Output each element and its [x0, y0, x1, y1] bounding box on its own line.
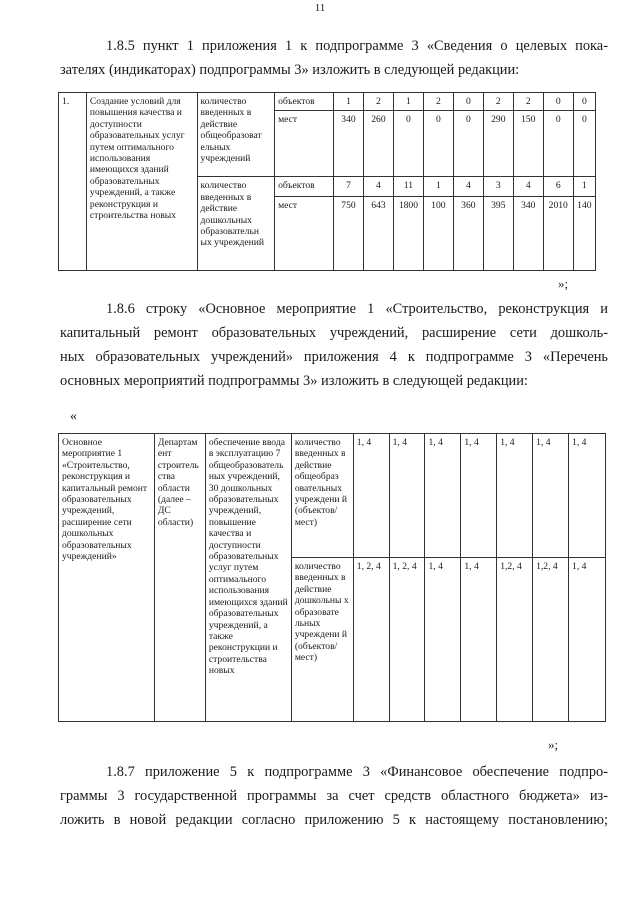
value-cell: 750: [333, 197, 363, 271]
indicator-cell: количество введенных в действие дошкольных образовательн ых учреждений: [197, 177, 275, 271]
description-cell: Создание условий для повышения качества и доступности образовательных услуг путем оптимального использования имеющихся зданий образовательных учреждений, а также реконструкция и строительства новых: [86, 93, 197, 271]
result-cell: обеспечение ввода в эксплуатацию 7 общеобразователь ных учреждений, 30 дошкольных образовательных учреждений, повышение качества и доступности образовательных услуг путем оптимального использования имеющихся зданий образовательных учреждений, а также реконструкции и строительства новых: [205, 434, 291, 722]
value-cell: 4: [453, 177, 483, 197]
value-cell: 1, 4: [425, 434, 461, 558]
event-cell: Основное мероприятие 1 «Строительство, реконструкция и капитальный ремонт образовательных учреждений, расширение сети дошкольных образовательных учреждений»: [59, 434, 155, 722]
value-cell: 2: [483, 93, 513, 111]
value-cell: 0: [393, 111, 423, 177]
value-cell: 1: [573, 177, 595, 197]
value-cell: 1, 2, 4: [389, 558, 425, 722]
value-cell: 1800: [393, 197, 423, 271]
paragraph-1-8-5: [60, 34, 608, 82]
value-cell: 140: [573, 197, 595, 271]
paragraph-1-8-7: [60, 760, 608, 832]
value-cell: 260: [363, 111, 393, 177]
value-cell: 1, 4: [461, 558, 497, 722]
quote-closer: »;: [558, 276, 569, 291]
table-row: [59, 93, 596, 111]
value-cell: 0: [543, 93, 573, 111]
value-cell: 1: [333, 93, 363, 111]
value-cell: 1, 4: [425, 558, 461, 722]
paragraph-line: граммы 3 государственной программы за счет средств областного бюджета» из-: [60, 788, 608, 804]
value-cell: 0: [543, 111, 573, 177]
value-cell: 1, 4: [353, 434, 389, 558]
unit-cell: мест: [275, 111, 334, 177]
table-row: [59, 434, 606, 558]
paragraph-line: зателях (индикаторах) подпрограммы 3» изложить в следующей редакции:: [60, 62, 520, 78]
value-cell: 340: [333, 111, 363, 177]
value-cell: 2: [423, 93, 453, 111]
value-cell: 1, 2, 4: [353, 558, 389, 722]
value-cell: 1: [393, 93, 423, 111]
value-cell: 395: [483, 197, 513, 271]
value-cell: 2: [363, 93, 393, 111]
value-cell: 2010: [543, 197, 573, 271]
value-cell: 643: [363, 197, 393, 271]
value-cell: 1: [423, 177, 453, 197]
paragraph-1-8-6: [60, 297, 608, 393]
unit-cell: объектов: [275, 177, 334, 197]
value-cell: 0: [573, 111, 595, 177]
value-cell: 1, 4: [533, 434, 569, 558]
page-number: 11: [314, 2, 326, 14]
value-cell: 1, 4: [461, 434, 497, 558]
value-cell: 7: [333, 177, 363, 197]
value-cell: 1, 4: [497, 434, 533, 558]
paragraph-line: ных образовательных учреждений» приложения 4 к подпрограмме 3 «Перечень: [60, 349, 608, 365]
indicator-cell: количество введенных в действие общеобраз овательных учреждени й (объектов/ мест): [291, 434, 353, 558]
value-cell: 0: [453, 93, 483, 111]
paragraph-line: 1.8.7 приложение 5 к подпрограмме 3 «Финансовое обеспечение подпро-: [106, 764, 608, 780]
target-indicators-table: [58, 92, 596, 271]
value-cell: 1,2, 4: [497, 558, 533, 722]
indicator-cell: количество введенных в действие дошкольны х образовате льных учреждени й (объектов/ мест): [291, 558, 353, 722]
value-cell: 290: [483, 111, 513, 177]
main-activities-table: [58, 433, 606, 722]
paragraph-line: 1.8.5 пункт 1 приложения 1 к подпрограмме 3 «Сведения о целевых пока-: [106, 38, 608, 54]
value-cell: 4: [513, 177, 543, 197]
value-cell: 1, 4: [569, 434, 606, 558]
value-cell: 0: [573, 93, 595, 111]
value-cell: 3: [483, 177, 513, 197]
quote-closer: »;: [548, 737, 559, 752]
unit-cell: объектов: [275, 93, 334, 111]
value-cell: 0: [423, 111, 453, 177]
value-cell: 340: [513, 197, 543, 271]
value-cell: 2: [513, 93, 543, 111]
value-cell: 4: [363, 177, 393, 197]
value-cell: 6: [543, 177, 573, 197]
value-cell: 100: [423, 197, 453, 271]
value-cell: 150: [513, 111, 543, 177]
paragraph-line: 1.8.6 строку «Основное мероприятие 1 «Строительство, реконструкция и: [106, 301, 608, 317]
quote-opener: «: [70, 409, 77, 424]
value-cell: 1, 4: [389, 434, 425, 558]
value-cell: 1, 4: [569, 558, 606, 722]
value-cell: 0: [453, 111, 483, 177]
paragraph-line: ложить в новой редакции согласно приложению 5 к настоящему постановлению;: [60, 812, 608, 828]
value-cell: 11: [393, 177, 423, 197]
row-number-cell: 1.: [59, 93, 87, 271]
executor-cell: Департам ент строитель ства области (далее – ДС области): [154, 434, 205, 722]
value-cell: 1,2, 4: [533, 558, 569, 722]
paragraph-line: основных мероприятий подпрограммы 3» изложить в следующей редакции:: [60, 373, 528, 389]
indicator-cell: количество введенных в действие общеобразоват ельных учреждений: [197, 93, 275, 177]
paragraph-line: капитальный ремонт образовательных учреждений, расширение сети дошколь-: [60, 325, 608, 341]
value-cell: 360: [453, 197, 483, 271]
unit-cell: мест: [275, 197, 334, 271]
